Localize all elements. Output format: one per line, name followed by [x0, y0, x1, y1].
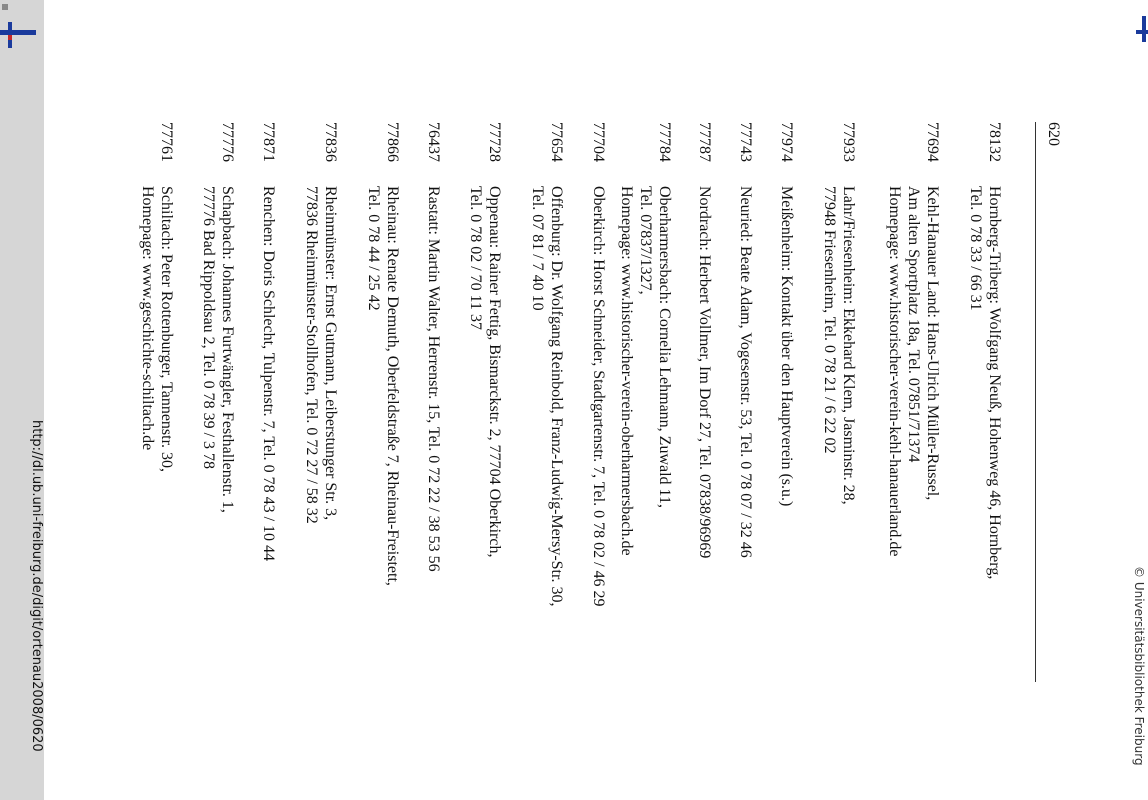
- entry-line: Tel. 07 81 / 7 40 10: [529, 186, 546, 311]
- university-logo-icon: [1136, 16, 1148, 42]
- entry-line: Renchen: Doris Schlecht, Tulpenstr. 7, Tel. 0 78 43 / 10 44: [260, 186, 277, 562]
- postal-code: 77974: [778, 122, 795, 162]
- entry-line: Hornberg-Triberg: Wolfgang Neuß, Hohenweg 46, Hornberg,: [986, 186, 1003, 580]
- entry-line: 77948 Friesenheim, Tel. 0 78 21 / 6 22 02: [821, 186, 838, 454]
- entry-line: Tel. 0 78 44 / 25 42: [365, 186, 382, 311]
- entry-line: Meißenheim: Kontakt über den Hauptverein (s.u.): [778, 186, 795, 507]
- entry-line: Tel. 07837/1327,: [637, 186, 654, 295]
- entry-line: Oberharmersbach: Cornelia Lehmann, Zuwald 11,: [656, 186, 673, 508]
- entry-text: [695, 186, 714, 686]
- entry-text: [364, 186, 402, 686]
- entry-text: [424, 186, 443, 686]
- postal-code: 77866: [384, 122, 401, 162]
- postal-code: 77776: [219, 122, 236, 162]
- entry-text: [966, 186, 1004, 686]
- entry-line: Neuried: Beate Adam, Vogesenstr. 53, Tel. 0 78 07 / 32 46: [737, 186, 754, 558]
- entry-line: Lahr/Friesenheim: Ekkehard Klem, Jasminstr. 28,: [840, 186, 857, 505]
- entry-line: Rheinmünster: Ernst Gutmann, Leiberstunger Str. 3,: [322, 186, 339, 521]
- entry-text: [777, 186, 796, 686]
- entry-line: 77776 Bad Rippoldsau 2, Tel. 0 78 39 / 3 78: [200, 186, 217, 470]
- postal-code: 77761: [158, 122, 175, 162]
- postal-code: 77743: [737, 122, 754, 162]
- postal-code: 78132: [986, 122, 1003, 162]
- entry-line: Tel. 0 78 02 / 70 11 37: [467, 186, 484, 331]
- entry-line: Am alten Sportplatz 18a, Tel. 07851/71374: [905, 186, 922, 463]
- entry-line: Homepage: www.historischer-verein-kehl-hanauerland.de: [886, 186, 903, 557]
- entry-line: 77836 Rheinmünster-Stollhofen, Tel. 0 72 27 / 58 32: [303, 186, 320, 524]
- source-url[interactable]: http://dl.ub.uni-freiburg.de/digit/ortenau2008/0620: [29, 420, 44, 752]
- entry-text: [302, 186, 340, 686]
- entry-line: Nordrach: Herbert Vollmer, Im Dorf 27, Tel. 07838/96969: [696, 186, 713, 559]
- entry-text: [885, 186, 942, 686]
- postal-code: 77784: [656, 122, 673, 162]
- entry-line: Tel. 0 78 33 / 66 31: [967, 186, 984, 311]
- header-rule: [1035, 122, 1036, 682]
- postal-code: 77654: [548, 122, 565, 162]
- entry-line: Oppenau: Rainer Fettig, Bismarckstr. 2, 77704 Oberkirch,: [486, 186, 503, 558]
- entry-text: [138, 186, 176, 686]
- entry-line: Homepage: www.historischer-verein-oberharmersbach.de: [618, 186, 635, 556]
- entry-line: Rheinau: Renate Demuth, Oberfeldstraße 7, Rheinau-Freistett,: [384, 186, 401, 586]
- entry-text: [589, 186, 608, 686]
- right-edge-text: © Universitätsbibliothek Freiburg: [1132, 566, 1146, 766]
- entry-text: [259, 186, 278, 686]
- entry-line: Rastatt: Martin Walter, Herrenstr. 15, Tel. 0 72 22 / 38 53 56: [425, 186, 442, 572]
- right-edge-caption: [1134, 566, 1146, 800]
- postal-code: 76437: [425, 122, 442, 162]
- viewer-left-margin: [0, 0, 44, 800]
- document-page: [139, 122, 1062, 682]
- university-logo-icon: [0, 0, 40, 52]
- entry-line: Kehl-Hanauer Land: Hans-Ulrich Müller-Russel,: [924, 186, 941, 501]
- entry-line: Homepage: www.geschichte-schiltach.de: [139, 186, 156, 451]
- postal-code: 77787: [696, 122, 713, 162]
- entry-line: Schiltach: Peter Rottenburger, Tannenstr. 30,: [158, 186, 175, 473]
- entry-text: [528, 186, 566, 686]
- postal-code: 77933: [840, 122, 857, 162]
- postal-code: 77694: [924, 122, 941, 162]
- entry-text: [820, 186, 858, 686]
- postal-code: 77836: [322, 122, 339, 162]
- entry-line: Schapbach: Johannes Furtwängler, Festhallenstr. 1,: [219, 186, 236, 513]
- postal-code: 77704: [590, 122, 607, 162]
- viewer-url-strip: [18, 420, 44, 800]
- postal-code: 77728: [486, 122, 503, 162]
- entry-text: [199, 186, 237, 686]
- entry-line: Offenburg: Dr. Wolfgang Reinbold, Franz-Ludwig-Mersy-Str. 30,: [548, 186, 565, 607]
- entry-text: [736, 186, 755, 686]
- postal-code: 77871: [260, 122, 277, 162]
- entry-text: [617, 186, 674, 686]
- page-number: 620: [1045, 122, 1062, 146]
- entry-line: Oberkirch: Horst Schneider, Stadtgartenstr. 7, Tel. 0 78 02 / 46 29: [590, 186, 607, 607]
- entry-text: [466, 186, 504, 686]
